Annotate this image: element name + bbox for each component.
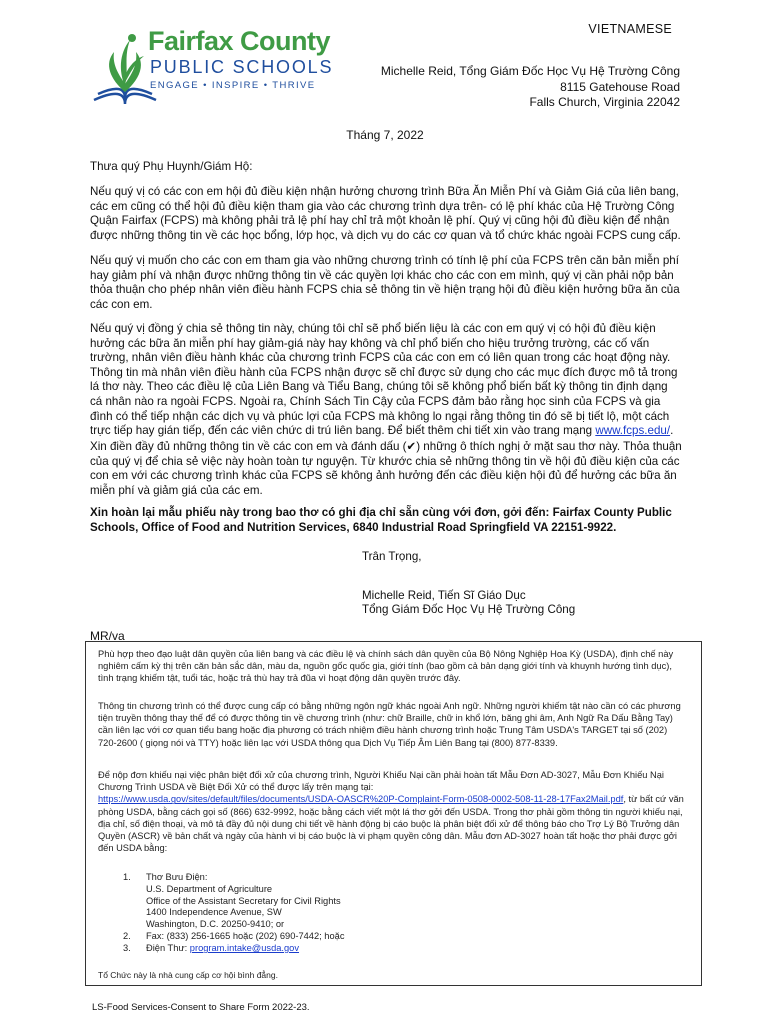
- logo-sub: PUBLIC SCHOOLS: [150, 57, 334, 77]
- nondiscrimination-notice: [85, 641, 702, 986]
- address-line: Falls Church, Virginia 22042: [529, 95, 680, 109]
- list-item: [123, 931, 683, 943]
- superintendent-address: [330, 64, 680, 111]
- paragraph: Nếu quý vị có các con em hội đủ điều kiện nhận hưởng chương trình Bữa Ăn Miễn Phí và Giảm Giá của liên bang, các em cũng có thể hội đủ điều kiện tham gia vào các chương trình dựa trên- có lệ phí khác của Hệ Trường Công Quận Fairfax (FCPS) mà không phải trả lệ phí hay chỉ trả một khoản lệ phí. Quý vị cũng hội đủ điều kiện để nhận được những thông tin về các học bổng, lớp học, và dịch vụ do các cơ quan và tổ chức khác ngoài FCPS cung cấp.: [90, 185, 681, 242]
- language-label: VIETNAMESE: [588, 22, 672, 36]
- signer-name: Michelle Reid, Tiến Sĩ Giáo Dục: [362, 589, 526, 602]
- fcps-website-link[interactable]: www.fcps.edu/: [595, 424, 671, 438]
- mail-line: Washington, D.C. 20250-9410; or: [146, 919, 285, 930]
- email-label: Điện Thư:: [146, 943, 188, 953]
- logo-tagline: ENGAGE • INSPIRE • THRIVE: [150, 80, 316, 91]
- initials: MR/va: [90, 629, 125, 643]
- form-footer: LS-Food Services-Consent to Share Form 2022-23.: [92, 1002, 310, 1013]
- letter-date: Tháng 7, 2022: [346, 128, 424, 142]
- mail-label: Thơ Bưu Điện:: [146, 872, 208, 882]
- notice-text: , từ bất cứ văn phòng USDA, bằng cách gọi số (866) 632-9992, hoặc bằng cách viết một lá thơ gởi đến USDA. Trong thơ phải gồm thông tin người khiếu nại, địa chỉ, số điện thoại, và mô tả đầy đủ nội dung chi tiết về hành động bị cáo buộc là phân biệt đối xử để thông báo cho Trợ Lý Bộ Trưởng dân Quyền (ASCR) về bản chất và ngày của hành vi bị cáo buộc là vi phạm quyền công dân. Mẫu đơn AD-3027 hoàn tất hoặc thơ phải được gởi đến USDA bằng:: [98, 794, 684, 854]
- notice-paragraph: Phù hợp theo đạo luật dân quyền của liên bang và các điều lệ và chính sách dân quyền của Bộ Nông Nghiệp Hoa Kỳ (USDA), định chế này nghiêm cấm kỳ thị trên căn bản sắc dân, màu da, nguồn gốc quốc gia, giới tính (bao gồm cả bản dạng giới tính và khuynh hướng tình dục), tình trạng khiếm tật, tuổi tác, hoặc trả thù hay trả đũa vì hoạt động dân quyền trước đây.: [98, 649, 674, 684]
- mail-line: U.S. Department of Agriculture: [146, 884, 273, 894]
- paragraph-text: Nếu quý vị đồng ý chia sẻ thông tin này, chúng tôi chỉ sẽ phổ biến liệu là các con em quý vị có hội đủ điều kiện hưởng các bữa ăn miễn phí hay giảm-giá này hay không và chỉ phổ biến cho hiệu trưởng trường, các cố vấn trường, nhân viên điều hành khác của chương trình FCPS của các con em có liên quan trong các hoạt động này. Thông tin mà nhân viên điều hành của FCPS nhận được sẽ chỉ được sử dụng cho các mục đích được mô tả trong lá thơ này. Theo các điều lệ của Liên Bang và Tiểu Bang, chúng tôi sẽ không phổ biến bất kỳ thông tin định dạng cá nhân nào ra ngoài FCPS. Ngoài ra, Chính Sách Tin Cậy của FCPS đảm bảo rằng học sinh của FCPS và gia đình có thể tiếp nhận các dịch vụ và phúc lợi của FCPS mà không lo ngại rằng thông tin đó sẽ bị tiết lộ, một cách trực tiếp hay gián tiếp, đến các viên chức di trú liên bang. Để biết thêm chi tiết xin vào trang mạng: [90, 322, 678, 438]
- return-instructions: Xin hoàn lại mẫu phiếu này trong bao thơ có ghi địa chỉ sẵn cùng với đơn, gởi đến: Fairfax County Public Schools, Office of Food and Nutrition Services, 6840 Industrial Road Springfield VA 22151-9922.: [90, 506, 672, 534]
- equal-opportunity-statement: Tổ Chức này là nhà cung cấp cơ hội bình đẳng.: [98, 970, 278, 980]
- address-line: Michelle Reid, Tổng Giám Đốc Học Vụ Hệ Trường Công: [380, 64, 680, 78]
- list-item: [123, 943, 683, 955]
- paragraph: Nếu quý vị muốn cho các con em tham gia vào những chương trình có tính lệ phí của FCPS trên căn bản miễn phí hay giảm phí và nhận được những thông tin về các quyền lợi khác cho các con em mình, quý vị cần phải nộp bản thỏa thuận cho phép nhân viên điều hành FCPS chia sẻ thông tin về hiện trạng hội đủ điều kiện hưởng bữa ăn của các con em.: [90, 254, 680, 311]
- list-item: [123, 872, 683, 884]
- mail-address: [123, 884, 683, 931]
- signer-title: Tổng Giám Đốc Học Vụ Hệ Trường Công: [362, 603, 576, 616]
- list-number: 1.: [123, 872, 131, 882]
- usda-email-link[interactable]: program.intake@usda.gov: [189, 943, 299, 953]
- notice-paragraph: [98, 769, 686, 854]
- notice-text: Để nộp đơn khiếu nại việc phân biệt đối xử của chương trình, Người Khiếu Nại cần phải hoàn tất Mẫu Đơn AD-3027, Mẫu Đơn Khiếu Nại Chương Trình USDA về Biệt Đối Xử có thể được lấy trên mạng tại:: [98, 770, 664, 793]
- notice-paragraph: Thông tin chương trình có thể được cung cấp có bằng những ngôn ngữ khác ngoài Anh ngữ. Những người khiếm tật nào cần có các phương tiện truyền thông thay thế để có được thông tin về chương trình (như: chữ Braille, chữ in khổ lớn, băng ghi âm, Anh Ngữ Ra Dấu Bằng Tay) cần liên lạc với cơ quan tiểu bang hoặc địa phương có trách nhiệm điều hành chương trình hoặc Trung Tâm USDA's TARGET tại số (202) 720-2600 ( giọng nói và TTY) hoặc liên lạc với USDA thông qua Dịch Vụ Tiếp Âm Liên Bang tại (800) 877-8339.: [98, 701, 681, 748]
- fax-line: Fax: (833) 256-1665 hoặc (202) 690-7442; hoặc: [146, 931, 345, 941]
- salutation: Thưa quý Phụ Huynh/Giám Hộ:: [90, 160, 253, 173]
- paragraph-end: .: [670, 424, 674, 438]
- address-line: 8115 Gatehouse Road: [560, 79, 680, 94]
- list-number: 3.: [123, 943, 131, 953]
- mail-line: 1400 Independence Avenue, SW: [146, 907, 282, 918]
- fcps-logo: [90, 24, 334, 114]
- email-line: [146, 943, 299, 955]
- complaint-form-link[interactable]: https://www.usda.gov/sites/default/files/documents/USDA-OASCR%20P-Complaint-Form-0508-0002-508-11-28-17Fax2Mail.pdf: [98, 794, 624, 805]
- logo-name: Fairfax County: [148, 26, 331, 56]
- paragraph: Xin điền đầy đủ những thông tin về các con em và đánh dấu (✔) những ô thích nghị ở mặt sau thơ này. Thỏa thuận của quý vị để chia sẻ việc này hoàn toàn tự nguyện. Từ khước chia sẻ những thông tin về hội đủ điều kiện của các con em với các chương trình khác của FCPS sẽ không ảnh hưởng đến các điều kiện hội đủ để hưởng các bữa ăn miễn phí và giảm giá của các em.: [90, 440, 682, 497]
- list-number: 2.: [123, 931, 131, 941]
- mail-line: Office of the Assistant Secretary for Civil Rights: [146, 895, 341, 906]
- closing-regards: Trân Trọng,: [362, 550, 422, 563]
- paragraph: [90, 322, 682, 439]
